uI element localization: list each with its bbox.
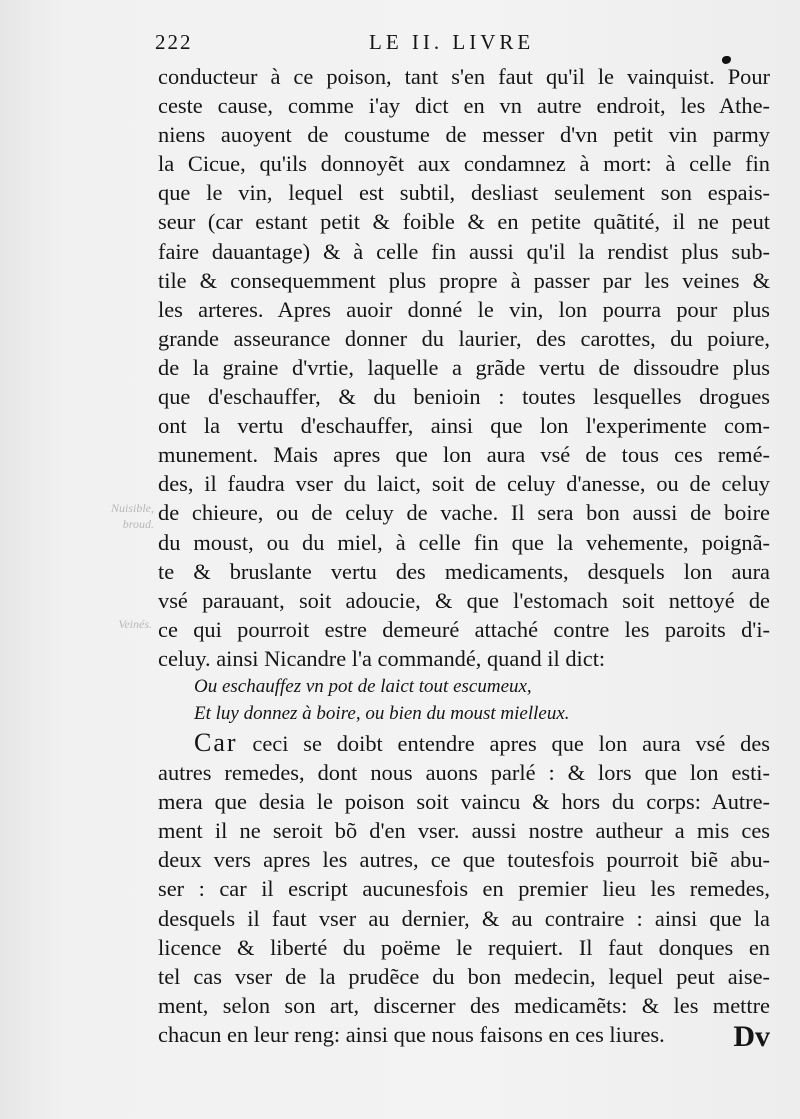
text-line-rest: ceci se doibt entendre apres que lon aura vsé des (252, 730, 770, 756)
text-line: des, il faudra vser du laict, soit de celuy d'anesse, ou de celuy (158, 471, 770, 497)
running-head: LE II. LIVRE (369, 30, 535, 54)
margin-note: Nuisible, broud. (110, 501, 154, 531)
verse-line: Et luy donnez à boire, ou bien du moust mielleux. (194, 703, 570, 725)
margin-note: Veinés. (118, 617, 152, 631)
text-line: ceste cause, comme i'ay dict en vn autre endroit, les Athe- (158, 93, 770, 119)
text-line: ser : car il escript aucunesfois en premier lieu les remedes, (158, 876, 770, 902)
text-line: du moust, ou du miel, à celle fin que la vehemente, poignã- (158, 529, 770, 555)
page-number: 222 (155, 30, 193, 54)
text-line: grande asseurance donner du laurier, des carottes, du poiure, (158, 325, 770, 351)
text-line: ment, selon son art, discerner des medicamẽts: & les mettre (158, 992, 770, 1018)
text-line: tel cas vser de la prudẽce du bon medecin, lequel peut aise- (158, 963, 770, 989)
catchword: Dv (733, 1020, 770, 1053)
verse-line: Ou eschauffez vn pot de laict tout escumeux, (194, 675, 532, 697)
text-line: que le vin, lequel est subtil, desliast seulement son espais- (158, 180, 770, 206)
text-line: les arteres. Apres auoir donné le vin, lon pourra pour plus (158, 296, 770, 322)
text-line: munement. Mais apres que lon aura vsé de tous ces remé- (158, 442, 770, 468)
text-line: faire dauantage) & à celle fin aussi qu'il la rendist plus sub- (158, 238, 770, 264)
body-text (158, 62, 770, 1049)
page-header (155, 30, 765, 60)
text-line: te & bruslante vertu des medicaments, desquels lon aura (158, 558, 770, 584)
text-line: ment il ne seroit bõ d'en vser. aussi nostre autheur a mis ces (158, 818, 770, 844)
text-line (158, 728, 770, 758)
drop-word: Car (194, 727, 238, 757)
text-line: vsé parauant, soit adoucie, & que l'estomach soit nettoyé de (158, 587, 770, 613)
text-line: deux vers apres les autres, ce que toutesfois pourroit biẽ abu- (158, 847, 770, 873)
text-line: desquels il faut vser au dernier, & au contraire : ainsi que la (158, 905, 770, 931)
text-line: que d'eschauffer, & du benioin : toutes lesquelles drogues (158, 384, 770, 410)
text-line: autres remedes, dont nous auons parlé : & lors que lon esti- (158, 760, 770, 786)
text-line: mera que desia le poison soit vaincu & hors du corps: Autre- (158, 789, 770, 815)
text-line: conducteur à ce poison, tant s'en faut qu'il le vainquist. Pour (158, 64, 770, 89)
text-line: ont la vertu d'eschauffer, ainsi que lon l'experimente com- (158, 413, 770, 439)
text-line: tile & consequemment plus propre à passer par les veines & (158, 267, 770, 293)
text-line: la Cicue, qu'ils donnoyẽt aux condamnez à mort: à celle fin (158, 151, 770, 177)
text-line: ce qui pourroit estre demeuré attaché contre les paroits d'i- (158, 616, 770, 642)
text-line: niens auoyent de coustume de messer d'vn petit vin parmy (158, 122, 770, 148)
text-line: licence & liberté du poëme le requiert. Il faut donques en (158, 934, 770, 960)
text-line: celuy. ainsi Nicandre l'a commandé, quand il dict: (158, 645, 606, 671)
text-line: seur (car estant petit & foible & en petite quãtité, il ne peut (158, 209, 770, 235)
text-line: chacun en leur reng: ainsi que nous faisons en ces liures. (158, 1021, 665, 1047)
text-line: de la graine d'vrtie, laquelle a grãde vertu de dissoudre plus (158, 354, 770, 380)
text-line: de chieure, ou de celuy de vache. Il sera bon aussi de boire (158, 500, 770, 526)
